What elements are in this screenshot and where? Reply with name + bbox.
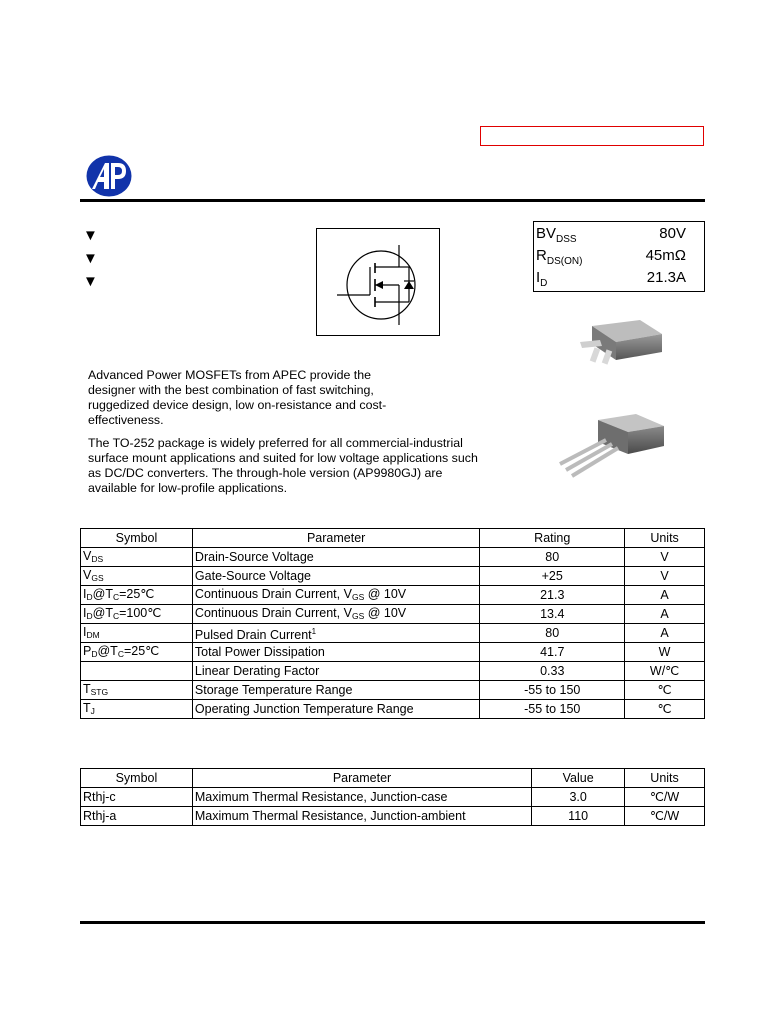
ratings-table <box>80 528 705 719</box>
to251-package-image <box>540 410 680 482</box>
table-row: Rthj-a Maximum Thermal Resistance, Junction-ambient 110 ℃/W <box>81 807 705 826</box>
table-row: $I_D@T_C=25℃$ Continuous Drain Current, $V_{GS}$ @ 10V 21.3 A <box>81 586 705 605</box>
to252-package-image <box>540 312 670 372</box>
table-row: $P_D@T_C=25℃$ Total Power Dissipation 41.7 W <box>81 643 705 662</box>
table-row: Linear Derating Factor 0.33 W/℃ <box>81 662 705 681</box>
bullet-triangle-icon: ▼ <box>83 227 98 244</box>
thermal-table <box>80 768 705 826</box>
key-spec-box <box>533 221 705 292</box>
footer-rule <box>80 921 705 924</box>
table-row: $I_{DM}$ Pulsed Drain Current$^1$ 80 A <box>81 624 705 643</box>
mosfet-symbol-icon <box>317 229 439 335</box>
part-number-box <box>480 126 704 146</box>
table-row: Rthj-c Maximum Thermal Resistance, Junction-case 3.0 ℃/W <box>81 788 705 807</box>
header-rule <box>80 199 705 202</box>
table-row: $V_{GS}$ Gate-Source Voltage +25 V <box>81 567 705 586</box>
table-row: $V_{DS}$ Drain-Source Voltage 80 V <box>81 548 705 567</box>
description-paragraph-2: The TO-252 package is widely preferred for all commercial-industrial surface mount applications and suited for low voltage applications such as DC/DC converters. The through-hole version (AP9980GJ) are available for low-profile applications. <box>88 436 478 495</box>
description-paragraph-1: Advanced Power MOSFETs from APEC provide the designer with the best combination of fast switching, ruggedized device design, low on-resistance and cost-effectiveness. <box>88 368 387 427</box>
mosfet-symbol-box <box>316 228 440 336</box>
bullet-triangle-icon: ▼ <box>83 250 98 267</box>
spec-row-id: $I_D$ 21.3A <box>536 269 686 289</box>
spec-row-rdson: $R_{DS(ON)}$ 45mΩ <box>536 247 686 267</box>
table-header-row: Symbol Parameter Value Units <box>81 769 705 788</box>
spec-row-bvdss: $BV_{DSS}$ 80V <box>536 225 686 245</box>
table-row: $I_D@T_C=100℃$ Continuous Drain Current, $V_{GS}$ @ 10V 13.4 A <box>81 605 705 624</box>
table-header-row: Symbol Parameter Rating Units <box>81 529 705 548</box>
bullet-triangle-icon: ▼ <box>83 273 98 290</box>
apec-logo <box>86 155 132 197</box>
table-row: $T_{STG}$ Storage Temperature Range -55 to 150 ℃ <box>81 681 705 700</box>
table-row: $T_J$ Operating Junction Temperature Range -55 to 150 ℃ <box>81 700 705 719</box>
